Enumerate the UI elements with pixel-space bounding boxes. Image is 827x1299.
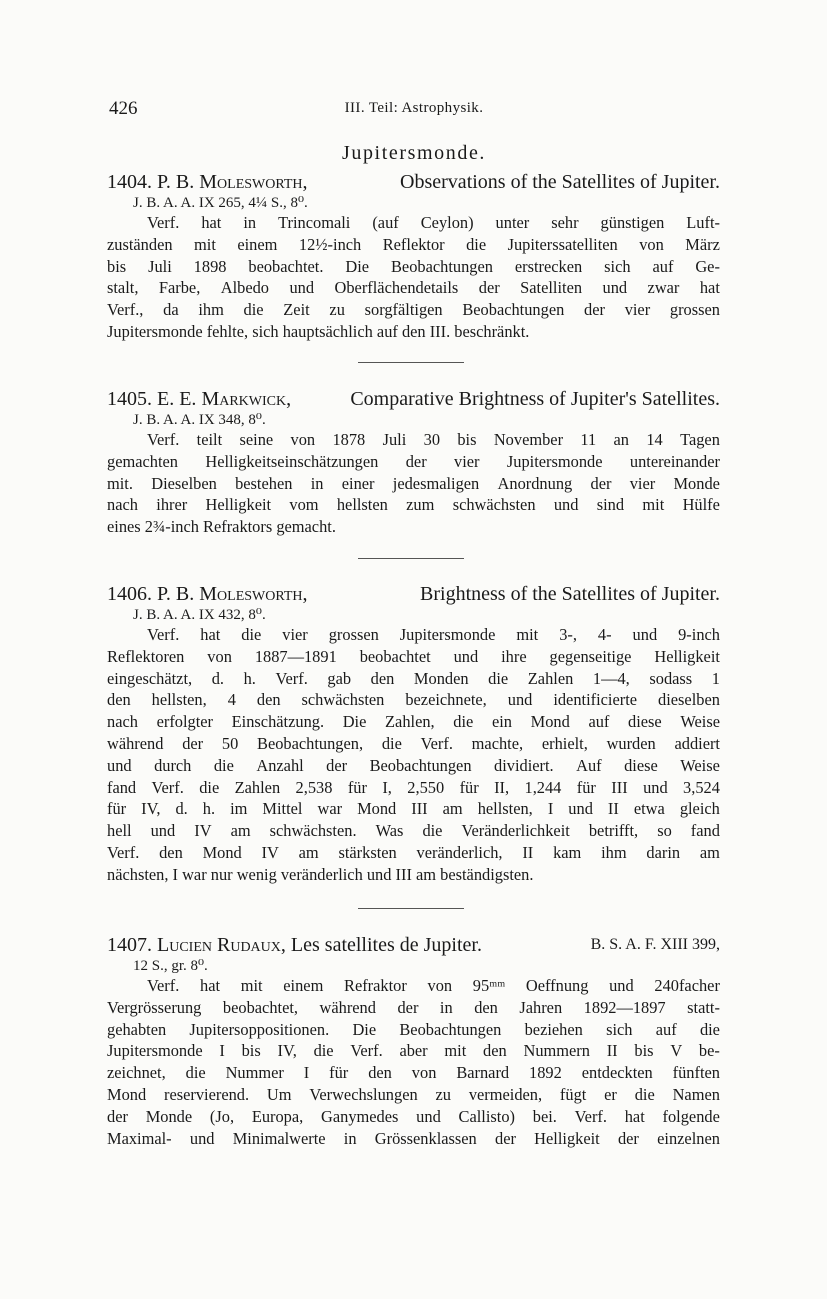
text-line: nach ihrer Helligkeit vom hellsten zum schwächsten und sind mit Hülfe — [107, 495, 720, 515]
entry-source: J. B. A. A. IX 432, 8⁰. — [133, 607, 266, 623]
separator-rule — [358, 908, 464, 909]
author-initials: E. E. — [157, 388, 197, 410]
text-line: gehabten Jupitersoppositionen. Die Beobachtungen beziehen sich auf die — [107, 1019, 720, 1039]
author-name: Rudaux, — [217, 934, 286, 956]
text-line: Maximal- und Minimalwerte in Grössenklassen der Helligkeit der einzelnen — [107, 1128, 720, 1148]
text-line: Verf., da ihm die Zeit zu sorgfältigen Beobachtungen der vier grossen — [107, 300, 720, 320]
text-line: fand Verf. die Zahlen 2,538 für I, 2,550 für II, 1,244 für III und 3,524 — [107, 777, 720, 797]
entry-title: Comparative Brightness of Jupiter's Satellites. — [350, 388, 720, 410]
author-initials: P. B. — [157, 583, 195, 605]
entry-title: Brightness of the Satellites of Jupiter. — [420, 583, 720, 605]
text-line: Verf. hat die vier grossen Jupitersmonde mit 3-, 4- und 9-inch — [147, 625, 720, 644]
text-line: stalt, Farbe, Albedo und Oberflächendetails der Satelliten und zwar hat — [107, 278, 720, 298]
entry-number: 1405. — [107, 388, 152, 410]
text-line: Mond reservierend. Um Verwechslungen zu vermeiden, fügt er die Namen — [107, 1084, 720, 1104]
text-line: zuständen mit einem 12½-inch Reflektor die Jupiterssatelliten von März — [107, 234, 720, 254]
entry-heading — [107, 933, 720, 957]
author-name: Markwick, — [201, 388, 292, 410]
text-line: Vergrösserung beobachtet, während der in den Jahren 1892—1897 statt- — [107, 997, 720, 1017]
text-line: mit. Dieselben bestehen in einer jedesmaligen Anordnung der vier Monde — [107, 473, 720, 493]
text-line: Reflektoren von 1887—1891 beobachtet und ihre gegenseitige Helligkeit — [107, 646, 720, 666]
text-line: Jupitersmonde fehlte, sich hauptsächlich auf den III. beschränkt. — [107, 321, 530, 341]
page-number: 426 — [109, 98, 138, 119]
text-line: hell und IV am schwächsten. Was die Veränderlichkeit betrifft, so fand — [107, 821, 720, 841]
entry-heading — [107, 582, 720, 606]
text-line: der Monde (Jo, Europa, Ganymedes und Callisto) bei. Verf. hat folgende — [107, 1106, 720, 1126]
text-line: Verf. teilt seine von 1878 Juli 30 bis November 11 an 14 Tagen — [147, 430, 720, 449]
text-line: zeichnet, die Nummer I für den von Barnard 1892 entdeckten fünften — [107, 1063, 720, 1083]
entry-1404 — [107, 170, 720, 343]
entry-1405 — [107, 387, 720, 538]
entry-1407 — [107, 933, 720, 1149]
text-line: bis Juli 1898 beobachtet. Die Beobachtungen erstrecken sich auf Ge- — [107, 256, 720, 276]
entry-source: J. B. A. A. IX 265, 4¼ S., 8⁰. — [133, 195, 308, 211]
author-name: Moleswоrth, — [199, 171, 308, 193]
author-initials: Lucien — [157, 934, 212, 956]
author-name: Molesworth, — [199, 583, 308, 605]
entry-source: J. B. A. A. IX 348, 8⁰. — [133, 412, 266, 428]
entry-heading — [107, 170, 720, 194]
text-line: während der 50 Beobachtungen, die Verf. machte, erhielt, wurden addiert — [107, 733, 720, 753]
author-initials: P. B. — [157, 171, 195, 193]
text-line: für IV, d. h. im Mittel war Mond III am hellsten, I und II etwa gleich — [107, 799, 720, 819]
text-line: nach erfolgter Einschätzung. Die Zahlen, die ein Mond auf diese Weise — [107, 712, 720, 732]
section-title: Jupitersmonde. — [341, 142, 487, 164]
separator-rule — [358, 362, 464, 363]
entry-abstract — [107, 975, 720, 1149]
text-line: gemachten Helligkeitseinschätzungen der vier Jupitersmonde untereinander — [107, 451, 720, 471]
entry-abstract — [107, 624, 720, 886]
running-head: III. Teil: Astrophysik. — [344, 100, 484, 116]
text-line: Verf. hat in Trincomali (auf Ceylon) unter sehr günstigen Luft- — [147, 213, 720, 232]
entry-number: 1407. — [107, 934, 152, 956]
text-line: Verf. hat mit einem Refraktor von 95ᵐᵐ Oeffnung und 240facher — [147, 976, 720, 995]
text-line: Jupitersmonde I bis IV, die Verf. aber mit den Nummern II bis V be- — [107, 1041, 720, 1061]
entry-number: 1404. — [107, 171, 152, 193]
text-line: nächsten, I war nur wenig veränderlich und III am beständigsten. — [107, 864, 534, 884]
entry-title-source: B. S. A. F. XIII 399, — [590, 936, 720, 953]
entry-number: 1406. — [107, 583, 152, 605]
entry-title: Observations of the Satellites of Jupiter. — [400, 171, 720, 193]
entry-title: Les satellites de Jupiter. — [290, 934, 482, 956]
text-line: den hellsten, 4 den schwächsten bezeichnete, und identificierte dieselben — [107, 690, 720, 710]
separator-rule — [358, 558, 464, 559]
entry-abstract — [107, 212, 720, 343]
entry-1406 — [107, 582, 720, 886]
entry-heading — [107, 387, 720, 411]
page-header — [109, 98, 719, 124]
entry-source: 12 S., gr. 8⁰. — [133, 958, 208, 974]
entry-abstract — [107, 429, 720, 538]
text-line: und durch die Anzahl der Beobachtungen dividiert. Auf diese Weise — [107, 755, 720, 775]
text-line: Verf. den Mond IV am stärksten veränderlich, II kam ihm darin am — [107, 842, 720, 862]
text-line: eingeschätzt, d. h. Verf. gab den Monden die Zahlen 1—4, sodass 1 — [107, 668, 720, 688]
text-line: eines 2¾-inch Refraktors gemacht. — [107, 517, 336, 537]
